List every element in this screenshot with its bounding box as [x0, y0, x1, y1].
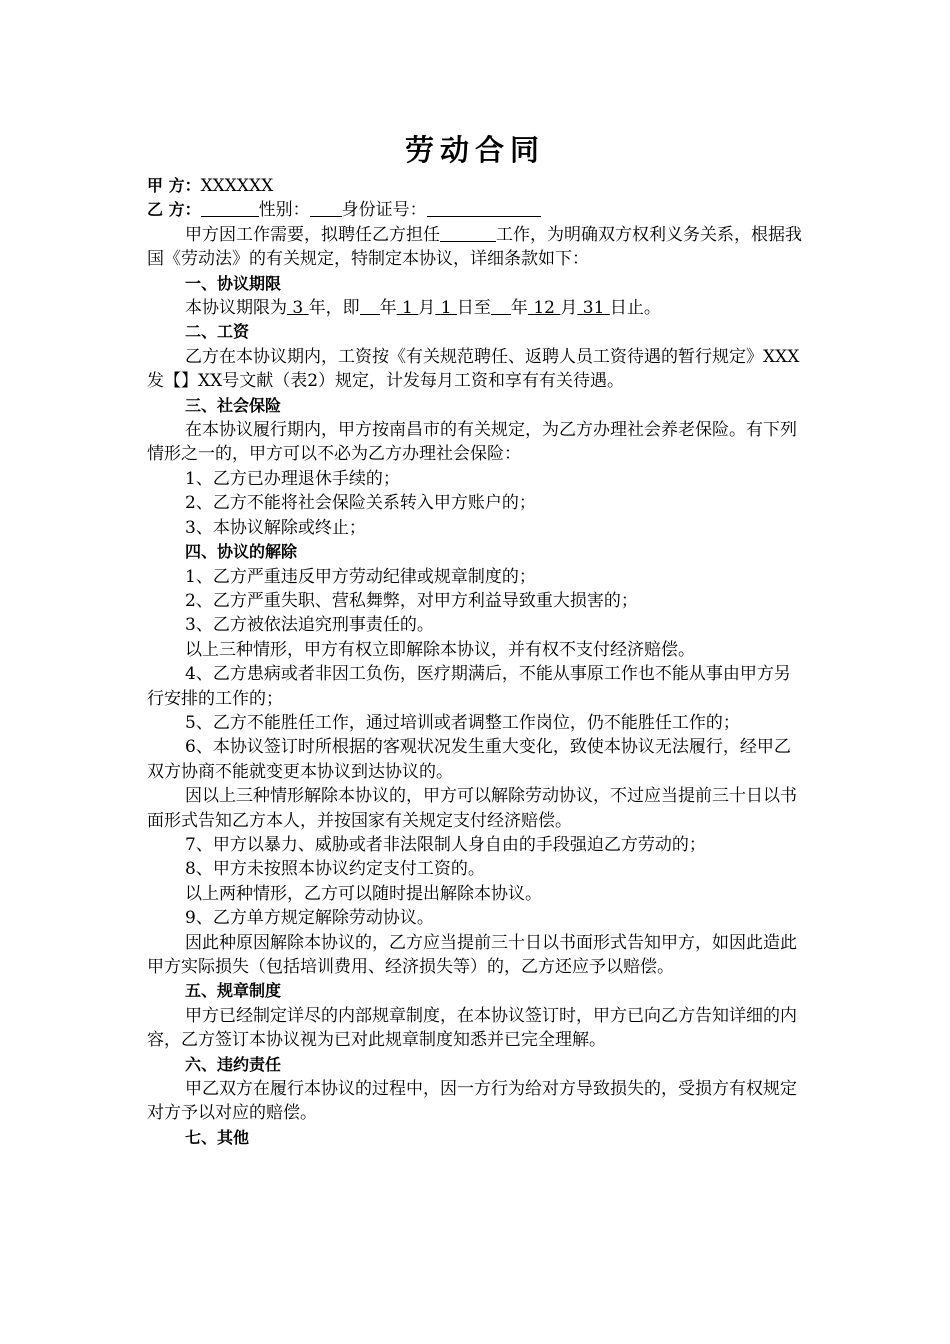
term-text: 年	[379, 298, 397, 319]
start-year-blank	[360, 298, 380, 315]
start-month	[397, 298, 419, 318]
termination-paragraph: 以上三种情形，甲方有权立即解除本协议，并有权不支付经济赔偿。	[185, 639, 695, 660]
insurance-item: 1、乙方已办理退休手续的；	[185, 468, 400, 489]
term-text: 年	[510, 298, 528, 319]
intro-text-after: 工作，为明确双方权利义务关系，根据我国《劳动法》的有关规定，特制定本协议，详细条款如下：	[147, 224, 802, 270]
section-1-heading: 一、协议期限	[185, 273, 282, 293]
contract-body	[147, 174, 807, 1150]
term-text: 年，即	[308, 298, 360, 319]
end-year-blank	[491, 298, 511, 315]
id-blank	[427, 200, 541, 217]
party-b-label: 乙 方：	[147, 200, 201, 220]
term-paragraph	[147, 296, 807, 320]
insurance-item: 3、本协议解除或终止；	[185, 517, 366, 538]
end-day	[577, 298, 609, 318]
termination-paragraph: 1、乙方严重违反甲方劳动纪律或规章制度的；	[185, 566, 536, 587]
section-5-heading: 五、规章制度	[185, 981, 282, 1001]
termination-paragraph: 6、本协议签订时所根据的客观状况发生重大变化，致使本协议无法履行，经甲乙双方协商不能就变更本协议到达协议的。	[147, 737, 791, 782]
gender-blank	[310, 200, 342, 217]
termination-paragraph: 8、甲方未按照本协议约定支付工资的。	[185, 859, 485, 880]
party-b-line	[147, 198, 807, 222]
termination-paragraph: 2、乙方严重失职、营私舞弊，对甲方利益导致重大损害的；	[185, 590, 638, 611]
end-month	[528, 298, 560, 318]
id-label: 身份证号：	[341, 200, 427, 221]
insurance-item: 2、乙方不能将社会保险关系转入甲方账户的；	[185, 493, 536, 514]
insurance-paragraph: 在本协议履行期内，甲方按南昌市的有关规定，为乙方办理社会养老保险。有下列情形之一的，甲方可以不必为乙方办理社会保险：	[147, 420, 797, 465]
start-month-value: 1	[402, 298, 413, 319]
term-text: 日至	[456, 298, 491, 319]
term-years-value: 3	[292, 298, 304, 319]
rules-paragraph: 甲方已经制定详尽的内部规章制度，在本协议签订时，甲方已向乙方告知详细的内容，乙方签订本协议视为已对此规章制度知悉并已完全理解。	[147, 1005, 797, 1051]
term-text: 月	[418, 298, 436, 319]
term-text: 日止。	[609, 298, 661, 319]
party-a-label: 甲 方：	[147, 176, 201, 195]
gender-label: 性别：	[258, 200, 310, 221]
termination-paragraph: 9、乙方单方规定解除劳动协议。	[185, 908, 434, 929]
start-day	[435, 298, 457, 318]
termination-paragraph: 以上两种情形，乙方可以随时提出解除本协议。	[185, 883, 542, 904]
section-7-heading: 七、其他	[185, 1127, 250, 1147]
name-blank	[201, 200, 259, 217]
termination-paragraph: 因以上三种情形解除本协议的，甲方可以解除劳动协议，不过应当提前三十日以书面形式告知乙方本人，并按国家有关规定支付经济赔偿。	[147, 786, 797, 831]
start-day-value: 1	[440, 298, 452, 319]
section-6-heading: 六、违约责任	[185, 1054, 282, 1074]
salary-paragraph: 乙方在本协议期内，工资按《有关规范聘任、返聘人员工资待遇的暂行规定》XXX发【】XX号文献（表2）规定，计发每月工资和享有有关待遇。	[147, 346, 800, 392]
term-years	[287, 298, 309, 318]
section-4-heading: 四、协议的解除	[185, 542, 298, 562]
termination-paragraph: 3、乙方被依法追究刑事责任的。	[185, 615, 434, 636]
termination-paragraph: 4、乙方患病或者非因工负伤，医疗期满后，不能从事原工作也不能从事由甲方另行安排的工作的；	[147, 664, 791, 709]
party-a-value: XXXXXX	[200, 176, 274, 196]
termination-paragraph: 7、甲方以暴力、威胁或者非法限制人身自由的手段强迫乙方劳动的；	[185, 834, 706, 855]
termination-paragraph: 5、乙方不能胜任工作，通过培训或者调整工作岗位，仍不能胜任工作的；	[185, 712, 740, 733]
section-2-heading: 二、工资	[185, 322, 250, 342]
page-title: 劳动合同	[404, 133, 545, 167]
liability-paragraph: 甲乙双方在履行本协议的过程中，因一方行为给对方导致损失的，受损方有权规定对方予以对应的赔偿。	[147, 1079, 797, 1124]
position-blank	[440, 225, 496, 242]
termination-paragraph: 因此种原因解除本协议的，乙方应当提前三十日以书面形式告知甲方，如因此造此甲方实际损失（包括培训费用、经济损失等）的，乙方还应予以赔偿。	[147, 932, 797, 977]
end-month-value: 12	[533, 298, 555, 319]
end-day-value: 31	[582, 298, 605, 319]
section-3-heading: 三、社会保险	[185, 395, 282, 415]
intro-paragraph	[147, 223, 807, 272]
intro-text-before: 甲方因工作需要，拟聘任乙方担任	[185, 224, 440, 245]
term-text: 月	[560, 298, 578, 319]
party-a-line	[147, 174, 807, 198]
term-text: 本协议期限为	[185, 298, 287, 319]
